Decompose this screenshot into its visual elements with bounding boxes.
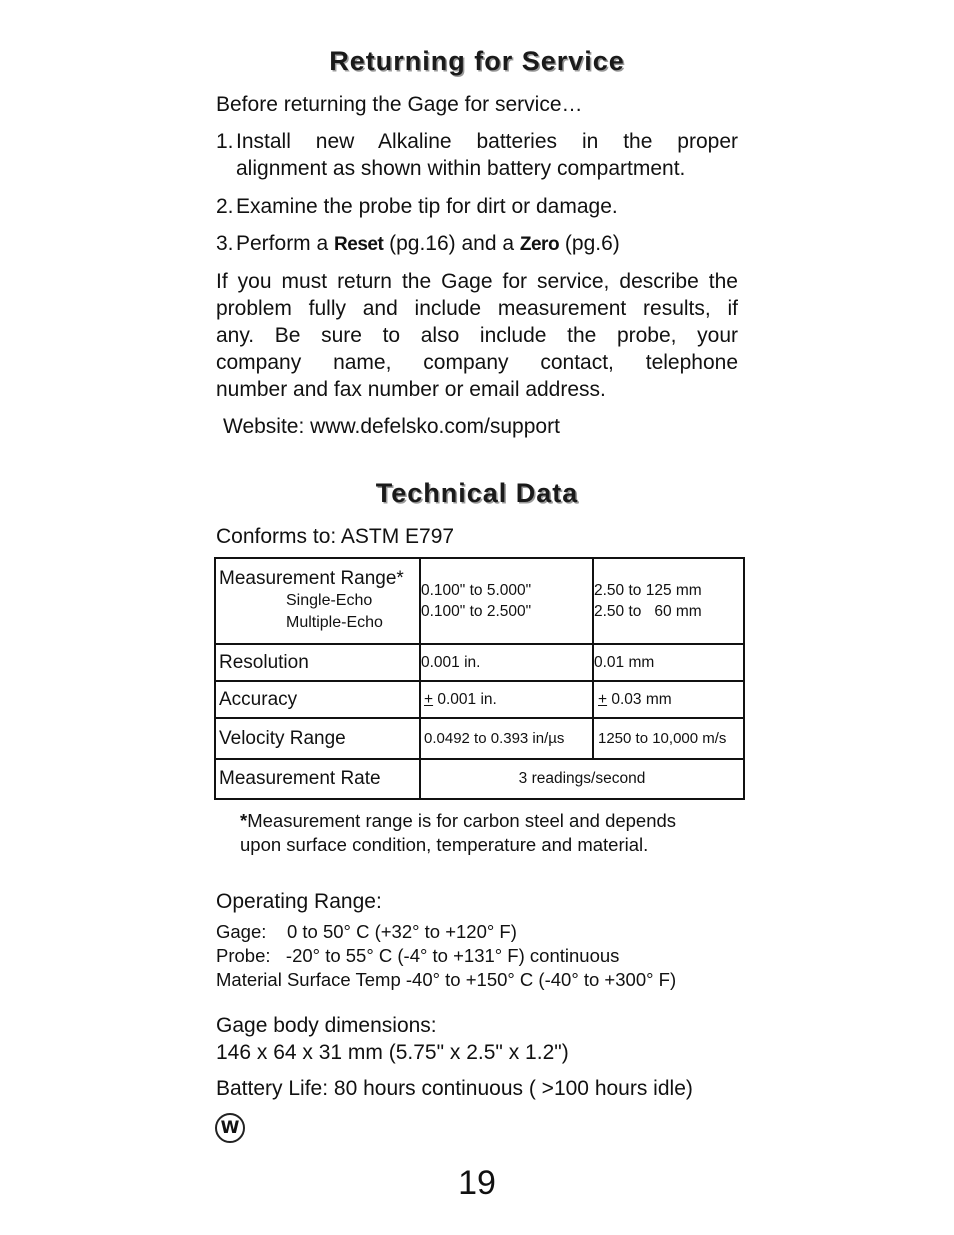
step-number: 2. (216, 195, 234, 218)
accuracy-inches: 0.001 in. (433, 690, 497, 708)
paragraph-line: If you must return the Gage for service, describe the (216, 270, 738, 293)
step-number: 1. (216, 130, 234, 153)
operating-gage: Gage: 0 to 50° C (+32° to +120° F) (216, 921, 517, 942)
range-mm-single: 2.50 to 125 mm (594, 582, 702, 599)
velocity-inches: 0.0492 to 0.393 in/µs (420, 718, 593, 759)
returning-for-service-heading: Returning for Service (329, 46, 625, 76)
support-website[interactable]: Website: www.defelsko.com/support (223, 415, 560, 438)
single-echo-label: Single-Echo (286, 592, 373, 609)
operating-material: Material Surface Temp -40° to +150° C (-40° to +300° F) (216, 969, 677, 990)
paragraph-line: any. Be sure to also include the probe, your (216, 324, 738, 347)
accuracy-label: Accuracy (215, 681, 420, 718)
dimensions-section (216, 1012, 756, 1102)
operating-range-heading: Operating Range: (216, 890, 382, 913)
service-section (216, 91, 738, 440)
operating-probe: Probe: -20° to 55° C (-4° to +131° F) continuous (216, 945, 620, 966)
step-text: Install new Alkaline batteries in the proper (236, 130, 738, 153)
multiple-echo-label: Multiple-Echo (286, 614, 383, 631)
operating-range-section (216, 888, 756, 992)
resolution-label: Resolution (215, 644, 420, 681)
footnote-asterisk: * (240, 810, 248, 831)
footnote-text: Measurement range is for carbon steel and depends (247, 810, 677, 831)
warranty-w-icon: W (215, 1113, 245, 1143)
footnote-line: upon surface condition, temperature and material. (240, 834, 649, 855)
step-text: Examine the probe tip for dirt or damage. (236, 195, 618, 218)
conforms-to: Conforms to: ASTM E797 (216, 525, 455, 548)
paragraph-line: problem fully and include measurement results, if (216, 297, 738, 320)
table-row (215, 644, 744, 681)
step-text: (pg.6) (559, 232, 620, 255)
battery-life: Battery Life: 80 hours continuous ( >100 hours idle) (216, 1077, 693, 1100)
footnote-line (240, 809, 740, 833)
measurement-range-label-cell (215, 558, 420, 644)
resolution-inches: 0.001 in. (420, 644, 593, 681)
plus-minus-sign: + (424, 690, 434, 708)
technical-data-heading: Technical Data (375, 478, 579, 508)
accuracy-inches-cell (420, 681, 593, 718)
velocity-meters: 1250 to 10,000 m/s (593, 718, 744, 759)
page-number: 19 (458, 1164, 496, 1202)
service-intro: Before returning the Gage for service… (216, 93, 583, 116)
range-mm-cell (593, 558, 744, 644)
accuracy-mm: 0.03 mm (607, 690, 672, 708)
service-paragraph (216, 268, 738, 403)
range-inches-cell (420, 558, 593, 644)
measurement-rate-label: Measurement Rate (215, 759, 420, 799)
range-in-single: 0.100" to 5.000" (421, 582, 532, 599)
step-number: 3. (216, 232, 234, 255)
range-mm-multiple: 2.50 to 60 mm (594, 603, 702, 620)
dimensions-value: 146 x 64 x 31 mm (5.75" x 2.5" x 1.2") (216, 1041, 569, 1064)
measurement-rate-value: 3 readings/second (420, 759, 744, 799)
table-row (215, 718, 744, 759)
reset-term: Reset (334, 234, 384, 255)
accuracy-mm-cell (593, 681, 744, 718)
service-step-3 (216, 230, 738, 258)
table-row (215, 558, 744, 644)
step-text: alignment as shown within battery compartment. (236, 157, 686, 180)
service-step-1 (216, 128, 738, 182)
velocity-range-label: Velocity Range (215, 718, 420, 759)
plus-minus-sign: + (598, 690, 608, 708)
range-in-multiple: 0.100" to 2.500" (421, 603, 532, 620)
resolution-mm: 0.01 mm (593, 644, 744, 681)
measurement-range-label: Measurement Range* (219, 568, 404, 589)
step-text: (pg.16) and a (383, 232, 520, 255)
technical-spec-table (214, 557, 745, 800)
step-text: Perform a (236, 232, 335, 255)
table-row (215, 759, 744, 799)
table-footnote (240, 809, 740, 857)
paragraph-line: company name, company contact, telephone (216, 351, 738, 374)
dimensions-label: Gage body dimensions: (216, 1014, 437, 1037)
service-step-2 (216, 193, 738, 220)
table-row (215, 681, 744, 718)
paragraph-line: number and fax number or email address. (216, 378, 606, 401)
zero-term: Zero (519, 234, 560, 255)
